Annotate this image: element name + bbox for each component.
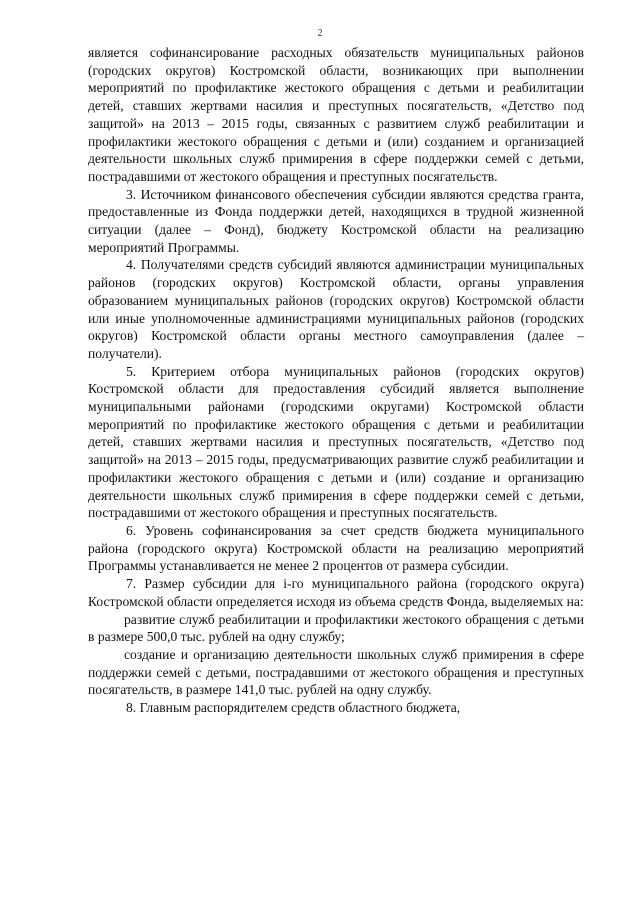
paragraph-item-4: 4. Получателями средств субсидий являются администрации муниципальных районов (городских округов) Костромской области, органы управления образованием муниципальных районов (городских округов) Костромской области или иные уполномоченные администрациями муниципальных районов (городских округов) Костромской области органы местного самоуправления (далее – получатели). (88, 257, 584, 361)
paragraph-item-3: 3. Источником финансового обеспечения субсидии являются средства гранта, предоставленные из Фонда поддержки детей, находящихся в трудной жизненной ситуации (далее – Фонд), бюджету Костромской области на реализацию мероприятий Программы. (88, 186, 584, 255)
paragraph-item-7: 7. Размер субсидии для i-го муниципального района (городского округа) Костромской области определяется исходя из объема средств Фонда, выделяемых на: (88, 576, 584, 609)
paragraph-continuation: является софинансирование расходных обязательств муниципальных районов (городских округов) Костромской области, возникающих при выполнении мероприятий по профилактике жестокого обращения с детьми и реабилитации детей, ставших жертвами насилия и преступных посягательств, «Детство под защитой» на 2013 – 2015 годы, связанных с развитием служб реабилитации и профилактики жестокого обращения с детьми и (или) созданием и организацией деятельности школьных служб примирения в сфере поддержки семей с детьми, пострадавшими от жестокого обращения и преступных посягательств. (88, 45, 584, 184)
paragraph-item-7-b: создание и организацию деятельности школьных служб примирения в сфере поддержки семей с детьми, пострадавшими от жестокого обращения и преступных посягательств, в размере 141,0 тыс. рублей на одну службу. (88, 646, 584, 698)
paragraph-item-6: 6. Уровень софинансирования за счет средств бюджета муниципального района (городского округа) Костромской области на реализацию мероприятий Программы устанавливается не менее 2 процентов от размера субсидии. (88, 522, 584, 574)
document-body (88, 44, 584, 717)
page-number: 2 (317, 28, 323, 39)
paragraph-item-5: 5. Критерием отбора муниципальных районов (городских округов) Костромской области для предоставления субсидий является выполнение муниципальными районами (городскими округами) Костромской области мероприятий по профилактике жестокого обращения с детьми и реабилитации детей, ставших жертвами насилия и преступных посягательств, «Детство под защитой» на 2013 – 2015 годы, предусматривающих развитие служб реабилитации и профилактики жестокого обращения с детьми и (или) создание и организацию деятельности школьных служб примирения в сфере поддержки семей с детьми, пострадавшими от жестокого обращения и преступных посягательств. (88, 363, 584, 521)
paragraph-item-8: 8. Главным распорядителем средств областного бюджета, (126, 700, 461, 716)
paragraph-item-7-a: развитие служб реабилитации и профилактики жестокого обращения с детьми в размере 500,0 тыс. рублей на одну службу; (88, 611, 584, 645)
